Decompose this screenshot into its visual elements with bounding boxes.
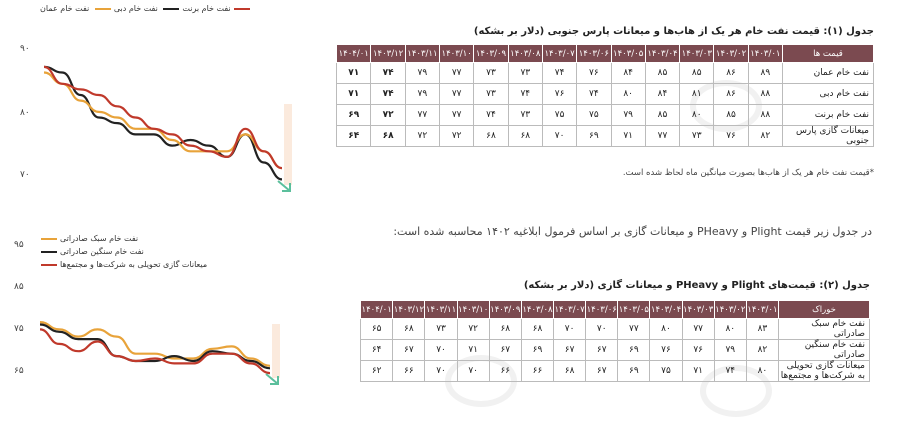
table-cell: ۷۶: [714, 126, 748, 147]
column-header: ۱۴۰۳/۰۶: [577, 45, 611, 63]
table-cell: ۶۶: [489, 361, 521, 382]
column-header: ۱۴۰۳/۰۸: [508, 45, 542, 63]
table-cell: ۷۳: [474, 84, 508, 105]
table-cell: ۷۳: [680, 126, 714, 147]
table-cell: ۷۲: [457, 319, 489, 340]
body-text: در جدول زیر قیمت Plight و PHeavy و میعانات گازی بر اساس فرمول ابلاغیه ۱۴۰۲ محاسبه شده است:: [393, 225, 872, 238]
table-cell: ۸۵: [714, 105, 748, 126]
row-label: نفت خام سنگین صادراتی: [779, 340, 870, 361]
chart1-plot: [0, 0, 300, 200]
row-label: نفت خام برنت: [783, 105, 874, 126]
table-cell: ۷۶: [542, 84, 576, 105]
table-cell: ۶۸: [393, 319, 425, 340]
table-cell: ۶۷: [586, 340, 618, 361]
table-cell: ۷۵: [577, 105, 611, 126]
column-header: ۱۴۰۴/۰۱: [361, 301, 393, 319]
table-cell: ۸۹: [748, 63, 782, 84]
table-cell: ۷۶: [650, 340, 682, 361]
table-cell: ۶۴: [337, 126, 371, 147]
table-cell: ۶۸: [371, 126, 405, 147]
column-header: ۱۴۰۳/۱۱: [425, 301, 457, 319]
table-cell: ۸۶: [714, 84, 748, 105]
table-cell: ۷۰: [457, 361, 489, 382]
table-cell: ۷۴: [577, 84, 611, 105]
table-cell: ۸۰: [714, 319, 746, 340]
row-label: نفت خام عمان: [783, 63, 874, 84]
table-row: [337, 126, 874, 147]
table-cell: ۷۵: [650, 361, 682, 382]
column-header: ۱۴۰۳/۰۱: [748, 45, 782, 63]
table-row: [361, 340, 870, 361]
column-header: ۱۴۰۳/۰۴: [645, 45, 679, 63]
table-cell: ۷۷: [440, 84, 474, 105]
table-cell: ۸۰: [746, 361, 778, 382]
y-tick: ۹۰: [20, 44, 30, 54]
y-tick: ۸۵: [14, 282, 24, 292]
table-cell: ۸۲: [746, 340, 778, 361]
column-header: ۱۴۰۳/۰۱: [746, 301, 778, 319]
row-label: میعانات گازی پارس جنوبی: [783, 126, 874, 147]
column-header: ۱۴۰۳/۰۳: [680, 45, 714, 63]
column-header: ۱۴۰۳/۰۹: [489, 301, 521, 319]
column-header: ۱۴۰۴/۰۱: [337, 45, 371, 63]
table-cell: ۷۱: [457, 340, 489, 361]
table-cell: ۷۷: [405, 105, 439, 126]
table-cell: ۷۶: [682, 340, 714, 361]
table-cell: ۷۱: [682, 361, 714, 382]
table-row: [337, 105, 874, 126]
table-cell: ۷۷: [618, 319, 650, 340]
y-tick: ۶۵: [14, 366, 24, 376]
y-tick: ۷۰: [20, 170, 30, 180]
column-header: ۱۴۰۳/۰۷: [554, 301, 586, 319]
chart2-plot: [0, 228, 300, 433]
table-cell: ۶۹: [577, 126, 611, 147]
table-cell: ۶۷: [586, 361, 618, 382]
table-cell: ۶۶: [521, 361, 553, 382]
table-cell: ۶۹: [521, 340, 553, 361]
table-row: [337, 63, 874, 84]
table-cell: ۷۰: [425, 340, 457, 361]
table-cell: ۷۴: [474, 105, 508, 126]
table-cell: ۸۸: [748, 105, 782, 126]
table-cell: ۷۳: [474, 63, 508, 84]
highlight-bar: [284, 104, 292, 185]
table-cell: ۶۲: [361, 361, 393, 382]
table-cell: ۷۴: [508, 84, 542, 105]
table-cell: ۷۷: [682, 319, 714, 340]
table-cell: ۷۰: [586, 319, 618, 340]
series-line-0: [44, 67, 282, 179]
table-cell: ۶۷: [554, 340, 586, 361]
table-cell: ۸۱: [680, 84, 714, 105]
table-cell: ۶۸: [554, 361, 586, 382]
table-cell: ۸۵: [645, 105, 679, 126]
legend-item-brent: نفت خام برنت: [160, 4, 230, 13]
table-cell: ۷۱: [337, 63, 371, 84]
column-header: ۱۴۰۳/۰۹: [474, 45, 508, 63]
column-header: ۱۴۰۳/۰۵: [618, 301, 650, 319]
table-cell: ۶۶: [393, 361, 425, 382]
table-cell: ۷۹: [405, 84, 439, 105]
column-header: ۱۴۰۳/۰۲: [714, 45, 748, 63]
header-label: قیمت ها: [783, 45, 874, 63]
table-row: [361, 319, 870, 340]
table-cell: ۷۱: [337, 84, 371, 105]
table-cell: ۸۲: [748, 126, 782, 147]
table-cell: ۶۹: [618, 340, 650, 361]
column-header: ۱۴۰۳/۱۲: [371, 45, 405, 63]
column-header: ۱۴۰۳/۱۱: [405, 45, 439, 63]
column-header: ۱۴۰۳/۱۲: [393, 301, 425, 319]
table-cell: ۷۱: [611, 126, 645, 147]
table-cell: ۷۷: [645, 126, 679, 147]
table-cell: ۶۷: [489, 340, 521, 361]
row-label: نفت خام سبک صادراتی: [779, 319, 870, 340]
table-cell: ۸۶: [714, 63, 748, 84]
column-header: ۱۴۰۳/۰۴: [650, 301, 682, 319]
legend-item-condensate: میعانات گازی تحویلی به شرکت‌ها و مجتمع‌ها: [38, 258, 207, 271]
series-line-1: [44, 73, 282, 169]
table-cell: ۷۲: [440, 126, 474, 147]
crude-price-chart: [0, 0, 300, 200]
y-tick: ۹۵: [14, 240, 24, 250]
table-cell: ۶۸: [521, 319, 553, 340]
table-cell: ۸۳: [746, 319, 778, 340]
table-cell: ۷۳: [508, 63, 542, 84]
table-cell: ۷۹: [714, 340, 746, 361]
table-cell: ۶۷: [393, 340, 425, 361]
table-cell: ۷۰: [554, 319, 586, 340]
column-header: ۱۴۰۳/۰۵: [611, 45, 645, 63]
table-cell: ۷۳: [425, 319, 457, 340]
table-cell: ۸۰: [611, 84, 645, 105]
table1-title: جدول (۱): قیمت نفت خام هر یک از هاب‌ها و میعانات پارس جنوبی (دلار بر بشکه): [473, 26, 874, 37]
table-cell: ۸۸: [748, 84, 782, 105]
highlight-bar: [272, 324, 280, 378]
table-cell: ۸۵: [680, 63, 714, 84]
table-cell: ۷۵: [542, 105, 576, 126]
row-label: نفت خام دبی: [783, 84, 874, 105]
header-label: خوراک: [779, 301, 870, 319]
column-header: ۱۴۰۳/۰۷: [542, 45, 576, 63]
y-tick: ۸۰: [20, 108, 30, 118]
legend-item-oman: نفت خام عمان: [40, 4, 253, 13]
table-cell: ۸۴: [611, 63, 645, 84]
table-cell: ۸۴: [645, 84, 679, 105]
export-price-chart: [0, 228, 300, 433]
table-row: [361, 361, 870, 382]
table1: [336, 44, 874, 147]
column-header: ۱۴۰۳/۱۰: [440, 45, 474, 63]
column-header: ۱۴۰۳/۰۳: [682, 301, 714, 319]
table-cell: ۷۳: [508, 105, 542, 126]
legend-item-heavy: نفت خام سنگین صادراتی: [38, 245, 207, 258]
table-cell: ۶۴: [361, 340, 393, 361]
table-cell: ۶۸: [474, 126, 508, 147]
legend-item-light: نفت خام سبک صادراتی: [38, 232, 207, 245]
table-cell: ۷۷: [440, 63, 474, 84]
table-cell: ۷۰: [425, 361, 457, 382]
table-cell: ۷۹: [405, 63, 439, 84]
column-header: ۱۴۰۳/۰۲: [714, 301, 746, 319]
table-cell: ۷۴: [714, 361, 746, 382]
table-cell: ۸۰: [680, 105, 714, 126]
column-header: ۱۴۰۳/۱۰: [457, 301, 489, 319]
table-cell: ۷۴: [542, 63, 576, 84]
y-tick: ۷۵: [14, 324, 24, 334]
column-header: ۱۴۰۳/۰۶: [586, 301, 618, 319]
table-cell: ۶۸: [508, 126, 542, 147]
table-cell: ۶۹: [618, 361, 650, 382]
legend-item-dubai: نفت خام دبی: [92, 4, 158, 13]
table2-title: جدول (۲): قیمت‌های Plight و PHeavy و میعانات گازی (دلار بر بشکه): [523, 280, 870, 291]
table-cell: ۶۸: [489, 319, 521, 340]
table-cell: ۶۵: [361, 319, 393, 340]
table-cell: ۷۶: [577, 63, 611, 84]
table-cell: ۸۰: [650, 319, 682, 340]
column-header: ۱۴۰۳/۰۸: [521, 301, 553, 319]
table-cell: ۷۷: [440, 105, 474, 126]
table-cell: ۷۲: [371, 105, 405, 126]
table-row: [337, 84, 874, 105]
table-cell: ۶۹: [337, 105, 371, 126]
table-cell: ۷۰: [542, 126, 576, 147]
table1-footnote: *قیمت نفت خام هر یک از هاب‌ها بصورت میانگین ماه لحاظ شده است.: [622, 168, 874, 178]
table-cell: ۷۴: [371, 84, 405, 105]
table-cell: ۸۵: [645, 63, 679, 84]
table-cell: ۷۲: [405, 126, 439, 147]
table-cell: ۷۹: [611, 105, 645, 126]
series-line-2: [44, 67, 282, 168]
table-cell: ۷۴: [371, 63, 405, 84]
row-label: میعانات گازی تحویلی به شرکت‌ها و مجتمع‌ها: [779, 361, 870, 382]
table2: [360, 300, 870, 382]
